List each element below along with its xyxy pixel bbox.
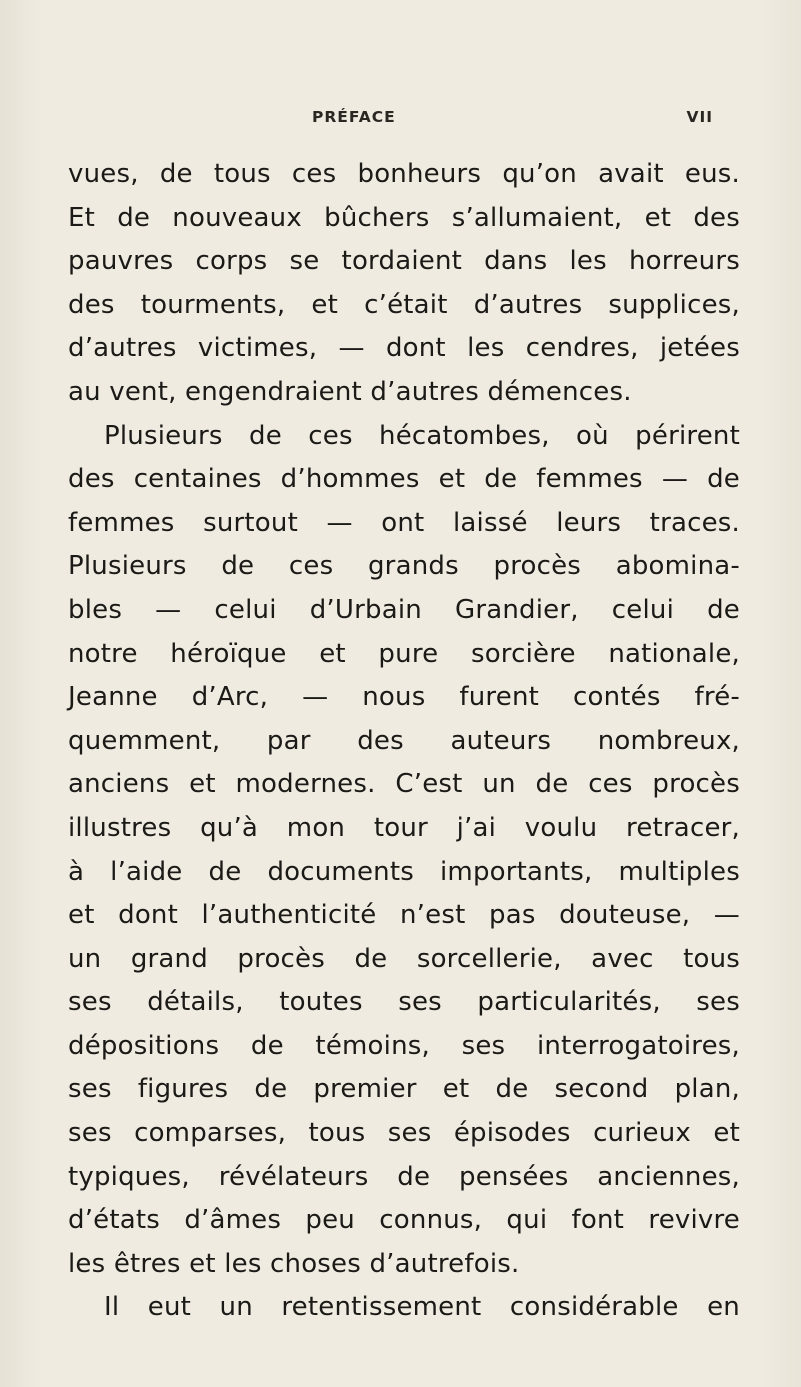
text-line: Jeanne d’Arc, — nous furent contés fré-: [68, 682, 740, 713]
text-line: d’autres victimes, — dont les cendres, jetées: [68, 333, 740, 364]
page-number: VII: [686, 108, 713, 126]
text-line: Il eut un retentissement considérable en: [104, 1292, 740, 1323]
text-line: à l’aide de documents importants, multiples: [68, 856, 740, 887]
text-line: d’états d’âmes peu connus, qui font revivre: [68, 1205, 740, 1236]
text-line: typiques, révélateurs de pensées anciennes,: [68, 1161, 740, 1192]
text-line: Plusieurs de ces hécatombes, où périrent: [104, 420, 740, 451]
running-head: PRÉFACE: [312, 108, 396, 126]
text-line: ses détails, toutes ses particularités, ses: [68, 987, 740, 1018]
text-line: anciens et modernes. C’est un de ces procès: [68, 769, 740, 800]
text-line: des tourments, et c’était d’autres supplices,: [68, 289, 740, 320]
text-line: des centaines d’hommes et de femmes — de: [68, 464, 740, 495]
text-line: bles — celui d’Urbain Grandier, celui de: [68, 594, 740, 625]
text-line: au vent, engendraient d’autres démences.: [68, 376, 632, 407]
text-line: et dont l’authenticité n’est pas douteuse, —: [68, 900, 740, 931]
text-line: femmes surtout — ont laissé leurs traces.: [68, 507, 740, 538]
text-line: vues, de tous ces bonheurs qu’on avait eus.: [68, 159, 740, 189]
text-line: pauvres corps se tordaient dans les horreurs: [68, 246, 740, 277]
text-line: un grand procès de sorcellerie, avec tous: [68, 943, 740, 974]
text-line: notre héroïque et pure sorcière nationale,: [68, 638, 740, 669]
text-line: Et de nouveaux bûchers s’allumaient, et des: [68, 202, 740, 233]
page-header: [0, 108, 801, 130]
text-line: ses comparses, tous ses épisodes curieux et: [68, 1118, 740, 1149]
text-line: dépositions de témoins, ses interrogatoires,: [68, 1030, 740, 1061]
text-line: Plusieurs de ces grands procès abomina-: [68, 551, 740, 582]
text-line: quemment, par des auteurs nombreux,: [68, 725, 740, 756]
body-text: [68, 153, 740, 1330]
text-line: les êtres et les choses d’autrefois.: [68, 1248, 520, 1279]
text-line: ses figures de premier et de second plan,: [68, 1074, 740, 1105]
text-line: illustres qu’à mon tour j’ai voulu retracer,: [68, 812, 740, 843]
